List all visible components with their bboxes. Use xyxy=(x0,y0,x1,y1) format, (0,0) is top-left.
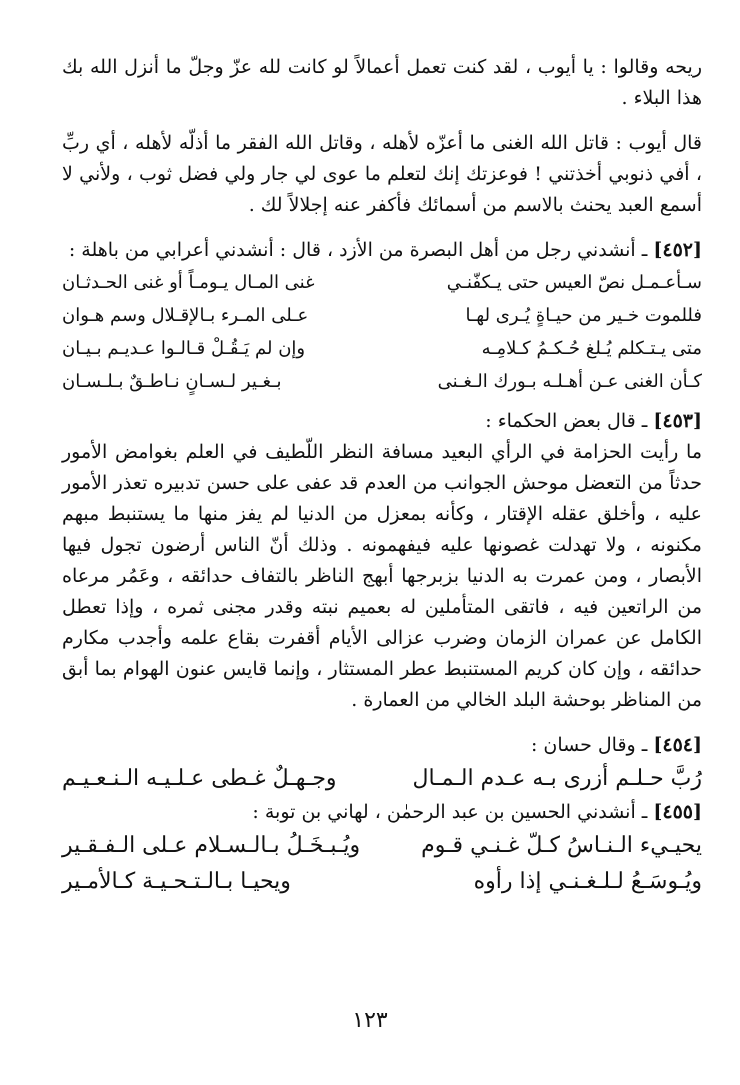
hemistich-first: سـأعـمـل نصّ العيس حتى يـكفّنـي xyxy=(446,272,702,293)
section-452-heading xyxy=(62,235,702,266)
hemistich-second: وإن لم يَـقُـلْ قـالـوا عـديـم بـيـان xyxy=(62,338,306,359)
section-intro: ـ وقال حسان : xyxy=(530,734,654,756)
poem-452 xyxy=(62,266,702,398)
section-455-heading xyxy=(62,797,702,828)
verse xyxy=(62,299,702,332)
section-number: [٤٥٢] xyxy=(653,239,702,261)
verse xyxy=(62,828,702,864)
section-intro: ـ أنشدني رجل من أهل البصرة من الأزد ، قال : أنشدني أعرابي من باهلة : xyxy=(68,239,654,261)
hemistich-first: فللموت خـير من حيـاةٍ يُـرى لهـا xyxy=(465,305,702,326)
hemistich-second: وجـهـلٌ غـطى عـلـيـه الـنـعـيـم xyxy=(62,766,337,791)
hemistich-second: ويحيـا بـالـتـحـيـة كـالأمـير xyxy=(62,869,291,894)
page-number: ١٢٣ xyxy=(352,1008,388,1033)
hemistich-second: ويُـبـخَـلُ بـالـسـلام عـلى الـفـقـير xyxy=(62,833,361,858)
section-453-heading xyxy=(62,406,702,437)
section-number: [٤٥٣] xyxy=(653,410,702,432)
paragraph-2: قال أيوب : قاتل الله الغنى ما أعزّه لأهله ، وقاتل الله الفقر ما أذلّه لأهله ، أي ربِّ ، أفي ذنوبي أخذتني ! فوعزتك إنك لتعلم ما عوى لي جار ولي فضل ثوب ، ولأني لا أسمع العبد يحنث بالاسم من أسمائك فأكفر عنه إجلالاً لك . xyxy=(62,132,702,216)
section-453-body: ما رأيت الحزامة في الرأي البعيد مسافة النظر اللّطيف في العلم بغوامض الأمور حدثاً من التعضل موحش الجوانب من العدم قد عفى على حسن تدبيره تعذر الأمور عليه ، وأخلق عقله الإقتار ، وكأنه بمعزل من الدنيا لم يفز منها ما يستنبط مبهم مكنونه ، ولا تهدلت غصونها عليه فيفهمونه . وذلك أنّ الناس أرضون تجول فيها الأبصار ، ومن عمرت به الدنيا بزبرجها أبهج الناظر بالتفاف حدائقه ، وعَمُر مرعاه من الراتعين فيه ، فاتقى المتأملين له بعميم نبته وقدر مجنى ثمره ، وإذا تعطل الكامل عن عمران الزمان وضرب عزالى الأيام أقفرت بقاع علمه وأجدب مكارم حدائقه ، وإن كان كريم المستنبط عطر المستثار ، وإنما قايس عنون الهوام بما أبق من المناظر بوحشة البلد الخالي من العمارة . xyxy=(62,441,702,711)
hemistich-first: متى يـتـكلم يُـلغ حُـكـمُ كـلامِـه xyxy=(481,338,702,359)
verse xyxy=(62,864,702,900)
verse xyxy=(62,266,702,299)
section-intro: ـ أنشدني الحسين بن عبد الرحمٰن ، لهاني بن توبة : xyxy=(252,801,654,823)
paragraph-1: ريحه وقالوا : يا أيوب ، لقد كنت تعمل أعمالاً لو كانت لله عزّ وجلّ ما أنزل الله بك هذا البلاء . xyxy=(62,56,702,109)
section-intro: ـ قال بعض الحكماء : xyxy=(485,410,654,432)
hemistich-second: عـلى المـرء بـالإقـلال وسم هـوان xyxy=(62,305,309,326)
verse xyxy=(62,761,702,797)
hemistich-first: ويُـوسَـعُ لـلـغـنـي إذا رأوه xyxy=(473,869,702,894)
hemistich-first: كـأن الغنى عـن أهـلـه بـورك الـغـنى xyxy=(437,371,702,392)
section-454-heading xyxy=(62,730,702,761)
section-number: [٤٥٤] xyxy=(653,734,702,756)
section-number: [٤٥٥] xyxy=(653,801,702,823)
poem-455 xyxy=(62,828,702,900)
poem-454 xyxy=(62,761,702,797)
hemistich-second: بـغـير لـسـانٍ نـاطـقٌ بـلـسـان xyxy=(62,371,282,392)
hemistich-first: رُبَّ حـلـم أزرى بـه عـدم الـمـال xyxy=(412,766,702,791)
hemistich-first: يحيـيء الـنـاسُ كـلّ غـنـي قـوم xyxy=(421,833,702,858)
verse xyxy=(62,332,702,365)
verse xyxy=(62,365,702,398)
hemistich-second: غنى المـال يـومـاً أو غنى الحـدثـان xyxy=(62,272,315,293)
